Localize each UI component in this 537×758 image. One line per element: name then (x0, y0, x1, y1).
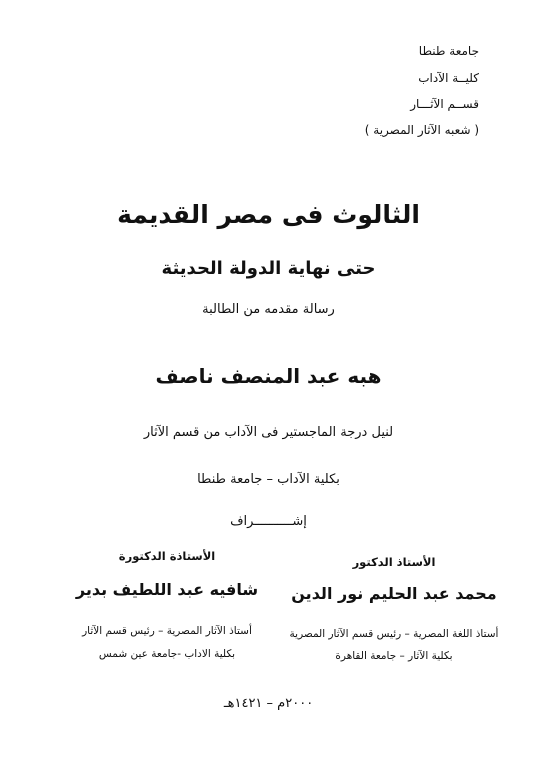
supervisor-1-name: محمد عبد الحليم نور الدين (291, 584, 497, 603)
faculty-university-line: بكلية الآداب – جامعة طنطا (197, 472, 340, 487)
student-name: هبه عبد المنصف ناصف (155, 364, 382, 388)
degree-line: لنيل درجة الماجستير فى الآداب من قسم الآثار (143, 425, 394, 440)
supervisor-2-position: أستاذ الآثار المصرية – رئيس قسم الآثار (82, 625, 252, 637)
university-name: جامعة طنطا (418, 44, 479, 58)
supervisor-2-name: شافيه عبد اللطيف بدير (75, 580, 259, 599)
department-name: قســم الآثـــار (410, 97, 479, 111)
supervisor-2-label: الأستاذة الدكتورة (118, 549, 216, 563)
supervision-heading: إشــــــــــراف (230, 514, 307, 529)
supervisor-1-affiliation: بكلية الآثار – جامعة القاهرة (335, 650, 453, 662)
thesis-subtitle: حتى نهاية الدولة الحديثة (161, 258, 376, 279)
division-name: ( شعبه الآثار المصرية ) (364, 123, 479, 137)
date-line: ٢٠٠٠م – ١٤٢١هـ (223, 696, 314, 711)
supervisor-1-position: أستاذ اللغة المصرية – رئيس قسم الآثار المصرية (289, 628, 499, 640)
submitted-by-line: رسالة مقدمه من الطالبة (202, 302, 335, 317)
supervisor-2-affiliation: بكلية الاداب -جامعة عين شمس (98, 648, 236, 660)
thesis-title: الثالوث فى مصر القديمة (117, 200, 420, 229)
faculty-name: كليــة الآداب (418, 71, 479, 85)
supervisor-1-label: الأستاذ الدكتور (352, 555, 436, 569)
